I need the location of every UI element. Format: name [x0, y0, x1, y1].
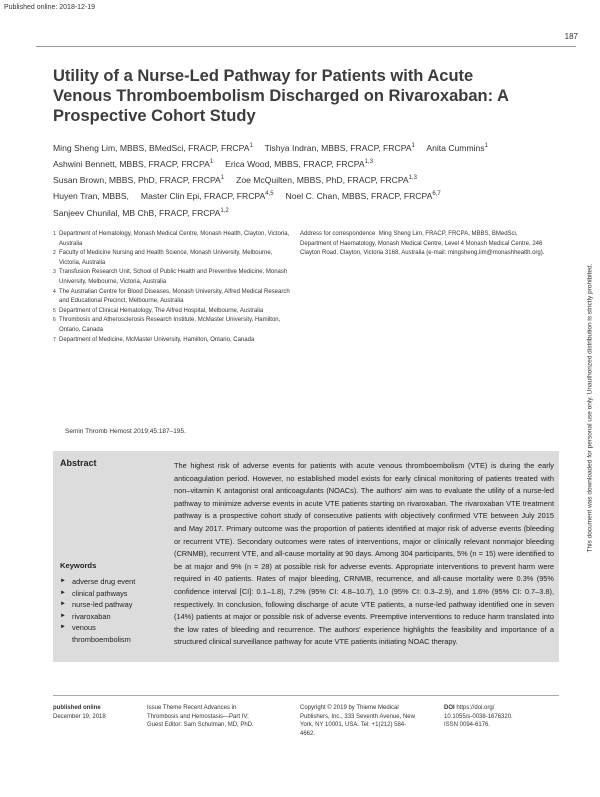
author-affiliation-ref: 1,2 — [220, 207, 229, 214]
affiliation-number: 3 — [53, 269, 56, 276]
author-affiliation-ref: 1,3 — [364, 159, 373, 166]
article-title: Utility of a Nurse-Led Pathway for Patients with Acute Venous Thromboembolism Discharged on Rivaroxaban: A Prospective Cohort Study — [53, 67, 509, 125]
footer-issue-theme: Issue Theme Recent Advances in Thrombosis and Hemostasis—Part IV; Guest Editor: Sam Schulman, MD, PhD. — [147, 705, 254, 729]
footer-doi-value: 10.1055/s-0038-1676320. — [444, 713, 513, 720]
footer-published-label: published online — [53, 705, 101, 711]
abstract-heading: Abstract — [60, 458, 97, 468]
abstract-text: The highest risk of adverse events for patients with acute venous thromboembolism (VTE) is during the early anticoagulation period. However, no established model exists for early clinical monitoring of patients treated with non–vitamin K antagonist oral anticoagulants (NOACs). The authors' aim was to evaluate the utility of a nurse-led pathway to minimize adverse events in acute VTE patients starting on rivaroxaban. The rivaroxaban VTE treatment pathway is a prospective cohort study of consecutive patients with objectively confirmed VTE between July 2015 and May 2017. Primary outcome was the proportion of patients identified at major risk of adverse events (bleeding or recurrent VTE). Secondary outcomes were rates of interventions, major or clinically relevant nonmajor bleeding (CRNMB), recurrent VTE, and all-cause mortality at 90 days. Among 304 participants, 5% (n = 15) were identified to be at major and 9% (n = 28) at possible risk for adverse events. Appropriate interventions to prevent harm were required in 40 patients. Rates of major bleeding, CRNMB, recurrence, and all-cause mortality were 0.3% (95% confidence interval [CI]: 0.1–1.8), 7.2% (95% CI: 4.8–10.7), 1.0 (95% CI: 0.3–2.9), and 1.6% (95% CI: 0.7–3.8), respectively. In conclusion, following discharge of acute VTE patients, a nurse-led pathway identified one in seven (14%) patients at major or possible risk of adverse events. Preemptive interventions to reduce harm translated into the low rates of bleeding and recurrence. The authors' experience highlights the feasibility and importance of a structured clinical surveillance pathway for acute VTE patients initiating NOAC therapy. — [174, 461, 554, 647]
author-list — [53, 139, 553, 220]
author-name: Ashwini Bennett, MBBS, FRACP, FRCPA — [53, 159, 210, 170]
arrow-right-icon: ► — [60, 612, 66, 619]
affiliation-item — [53, 249, 293, 268]
affiliation-text: Faculty of Medicine Nursing and Health Science, Monash University, Melbourne, Victoria, Australia — [59, 250, 273, 266]
author-name: Ming Sheng Lim, MBBS, BMedSci, FRACP, FRCPA — [53, 142, 250, 153]
affiliation-item — [53, 316, 293, 335]
author-name: Master Clin Epi, FRACP, FRCPA — [140, 191, 266, 202]
author-name: Zoe McQuilten, MBBS, PhD, FRACP, FRCPA — [236, 175, 409, 186]
footer-doi-label: DOI — [444, 705, 455, 711]
affiliation-number: 7 — [53, 336, 56, 343]
affiliation-item — [53, 268, 293, 287]
author-affiliation-ref: 1 — [220, 175, 225, 182]
author-line — [53, 204, 553, 220]
keyword-item — [60, 588, 144, 600]
keyword-item — [60, 599, 144, 611]
affiliation-text: Department of Hematology, Monash Medical Centre, Monash Health, Clayton, Victoria, Australia — [59, 231, 290, 247]
author-affiliation-ref: 1 — [411, 143, 415, 149]
keyword-text: rivaroxaban — [72, 611, 111, 621]
affiliation-number: 5 — [53, 307, 56, 314]
author-name: Tishya Indran, MBBS, FRACP, FRCPA — [264, 142, 412, 153]
author-affiliation-ref: 1 — [484, 143, 488, 149]
arrow-right-icon: ► — [60, 624, 66, 630]
page-number: 187 — [564, 32, 578, 41]
author-affiliation-ref: 1 — [249, 143, 253, 149]
keywords-heading: Keywords — [60, 561, 97, 570]
arrow-right-icon: ► — [60, 601, 66, 607]
arrow-right-icon: ► — [60, 589, 66, 596]
affiliation-item — [53, 307, 293, 317]
affiliation-list — [53, 230, 293, 345]
affiliation-text: Department of Medicine, McMaster University, Hamilton, Ontario, Canada — [59, 336, 255, 343]
affiliation-number: 4 — [53, 288, 56, 295]
footer-published-date: December 19, 2018 — [53, 713, 106, 720]
author-name: Noel C. Chan, MBBS, FRACP, FRCPA — [285, 191, 433, 202]
keyword-item — [60, 622, 144, 645]
keyword-item — [60, 576, 144, 588]
affiliation-text: The Australian Centre for Blood Diseases, Monash University, Alfred Medical Research and Educational Precinct, Melbourne, Australia — [59, 288, 290, 305]
journal-citation: Semin Thromb Hemost 2019;45:187–195. — [65, 428, 186, 435]
affiliation-text: Department of Clinical Hematology, The Alfred Hospital, Melbourne, Australia — [59, 307, 264, 314]
keyword-text: nurse-led pathway — [72, 600, 133, 609]
keyword-text: adverse drug event — [72, 577, 136, 586]
author-name: Erica Wood, MBBS, FRACP, FRCPA — [225, 159, 365, 170]
author-line — [53, 187, 553, 203]
author-affiliation-ref: 1,3 — [408, 175, 417, 182]
correspondence-text: Ming Sheng Lim, FRACP, FRCPA, MBBS, BMedSci, Department of Haematology, Monash Medical Centre, Level 4 Monash Medical Centre, 246 Clayton Road, Clayton, Victoria 3168, Australia (e-mail: mingsheng.lim@monashhealth.org). — [300, 231, 545, 257]
author-line — [53, 171, 553, 187]
author-line — [53, 155, 553, 171]
author-affiliation-ref: 1 — [209, 159, 214, 166]
affiliation-number: 1 — [53, 231, 56, 237]
affiliation-item — [53, 288, 293, 307]
correspondence-label: Address for correspondence — [300, 231, 376, 237]
author-name: Sanjeev Chunilal, MB ChB, FRACP, FRCPA — [53, 207, 221, 218]
keyword-text: clinical pathways — [72, 588, 128, 598]
footer-issn: ISSN 0094-6176. — [444, 722, 491, 729]
published-online-note: Published online: 2018-12-19 — [4, 4, 96, 11]
affiliation-number: 6 — [53, 317, 56, 324]
correspondence-address — [300, 230, 548, 259]
affiliation-text: Thrombosis and Atherosclerosis Research Institute, McMaster University, Hamilton, Ontario, Canada — [59, 317, 281, 333]
footer-published — [53, 704, 133, 721]
footer-divider — [53, 695, 559, 696]
arrow-right-icon: ► — [60, 578, 66, 584]
footer-doi — [444, 704, 554, 730]
author-affiliation-ref: 4,5 — [265, 191, 274, 198]
footer-copyright: Copyright © 2019 by Thieme Medical Publishers, Inc., 333 Seventh Avenue, New York, NY 10001, USA. Tel: +1(212) 584-4662. — [300, 705, 415, 737]
top-divider — [36, 46, 576, 47]
keyword-item — [60, 611, 144, 623]
affiliation-number: 2 — [53, 250, 56, 257]
author-name: Huyen Tran, MBBS, — [53, 191, 129, 202]
doi-link[interactable]: https://doi.org/ — [456, 705, 495, 711]
author-name: Susan Brown, MBBS, PhD, FRACP, FRCPA — [53, 175, 221, 186]
author-name: Anita Cummins — [426, 142, 485, 153]
keywords-list — [60, 576, 144, 645]
affiliation-item — [53, 230, 293, 249]
affiliation-text: Transfusion Research Unit, School of Public Health and Preventive Medicine, Monash University, Melbourne, Victoria, Australia — [59, 269, 288, 285]
keyword-text: venous thromboembolism — [72, 623, 131, 644]
affiliation-item — [53, 336, 293, 346]
author-affiliation-ref: 6,7 — [432, 191, 441, 198]
side-notice-text: This document was downloaded for personal use only. Unauthorized distribution is strictly prohibited. — [586, 263, 594, 553]
author-line — [53, 139, 553, 155]
